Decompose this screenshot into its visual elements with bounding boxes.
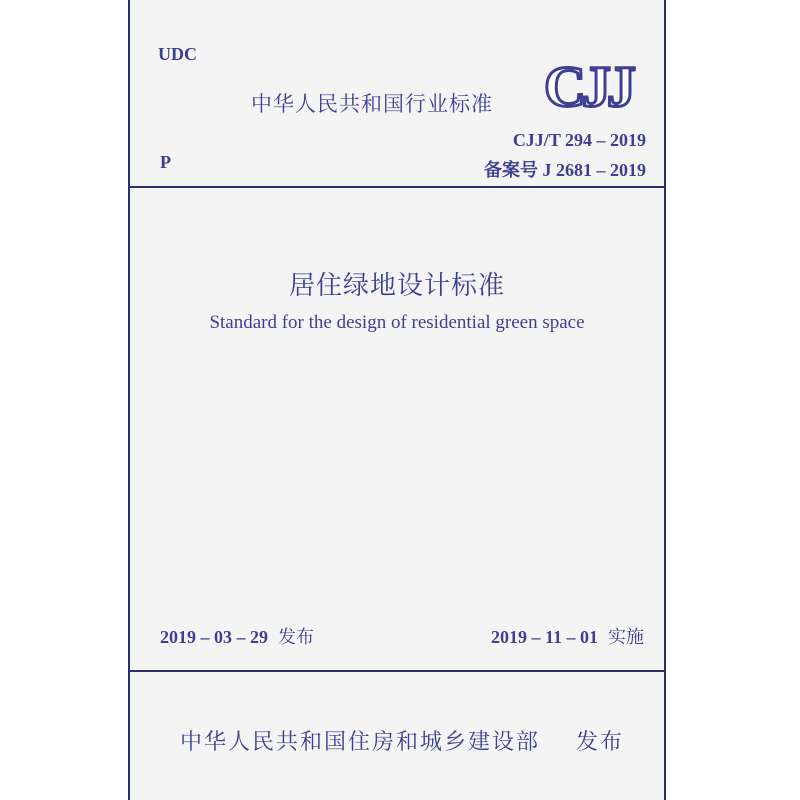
issue-date: 2019 – 03 – 29	[160, 627, 268, 647]
record-number: 备案号 J 2681 – 2019	[484, 160, 646, 180]
classification-label: P	[160, 152, 171, 172]
publish-action: 发布	[575, 730, 624, 755]
book-cover	[128, 0, 666, 800]
implement-date: 2019 – 11 – 01	[490, 627, 598, 647]
header-divider	[130, 186, 664, 188]
standard-code: CJJ/T 294 – 2019	[512, 130, 646, 150]
implement-label: 实施	[608, 627, 644, 648]
publisher-name: 中华人民共和国住房和城乡建设部	[180, 730, 541, 755]
footer-divider	[130, 670, 664, 672]
title-english: Standard for the design of residential green space	[209, 312, 585, 333]
cjj-logo: CJJ	[544, 54, 632, 119]
issue-date-block	[160, 623, 314, 649]
udc-label: UDC	[158, 44, 197, 64]
implement-date-block	[491, 623, 644, 649]
issue-label: 发布	[278, 627, 314, 648]
title-chinese: 居住绿地设计标准	[288, 271, 505, 301]
industry-standard-heading: 中华人民共和国行业标准	[251, 92, 493, 116]
